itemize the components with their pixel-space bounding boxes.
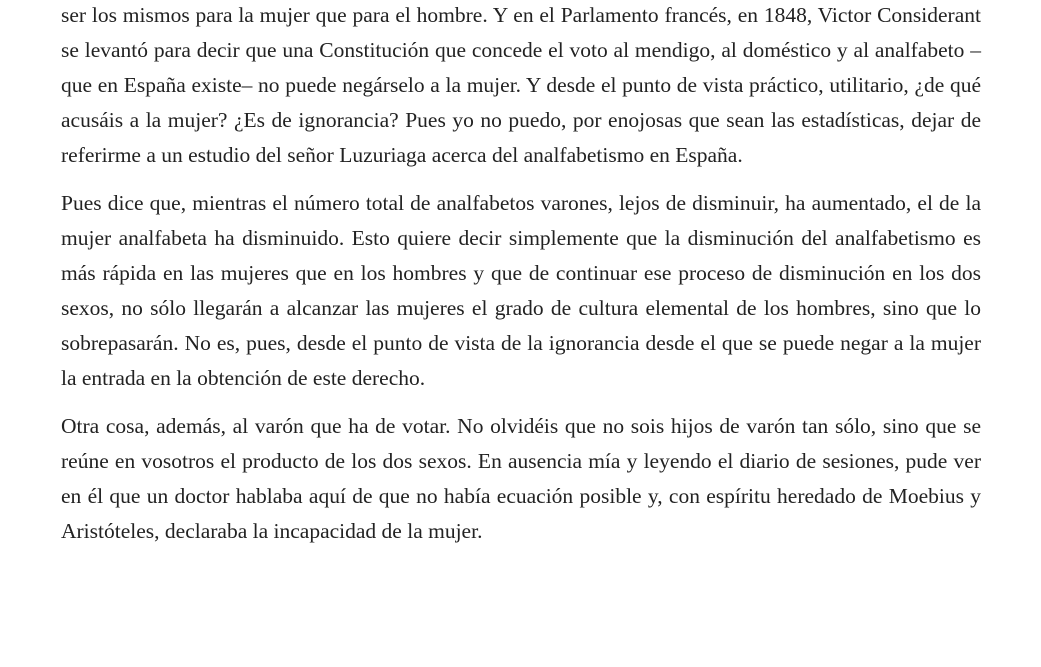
paragraph-2: Pues dice que, mientras el número total de analfabetos varones, lejos de disminuir, ha aumentado, el de la mujer analfabeta ha disminuido. Esto quiere decir simplemente que la disminución del analfabetismo es más rápida en las mujeres que en los hombres y que de continuar ese proceso de disminución en los dos sexos, no sólo llegarán a alcanzar las mujeres el grado de cultura elemental de los hombres, sino que lo sobrepasarán. No es, pues, desde el punto de vista de la ignorancia desde el que se puede negar a la mujer la entrada en la obtención de este derecho. [61, 191, 981, 390]
article-body [61, 0, 981, 562]
paragraph-3: Otra cosa, además, al varón que ha de votar. No olvidéis que no sois hijos de varón tan sólo, sino que se reúne en vosotros el producto de los dos sexos. En ausencia mía y leyendo el diario de sesiones, pude ver en él que un doctor hablaba aquí de que no había ecuación posible y, con espíritu heredado de Moebius y Aristóteles, declaraba la incapacidad de la mujer. [61, 414, 981, 543]
paragraph-1: ser los mismos para la mujer que para el hombre. Y en el Parlamento francés, en 1848, Victor Considerant se levantó para decir que una Constitución que concede el voto al mendigo, al doméstico y al analfabeto – que en España existe– no puede negárselo a la mujer. Y desde el punto de vista práctico, utilitario, ¿de qué acusáis a la mujer? ¿Es de ignorancia? Pues yo no puedo, por enojosas que sean las estadísticas, dejar de referirme a un estudio del señor Luzuriaga acerca del analfabetismo en España. [61, 3, 981, 167]
